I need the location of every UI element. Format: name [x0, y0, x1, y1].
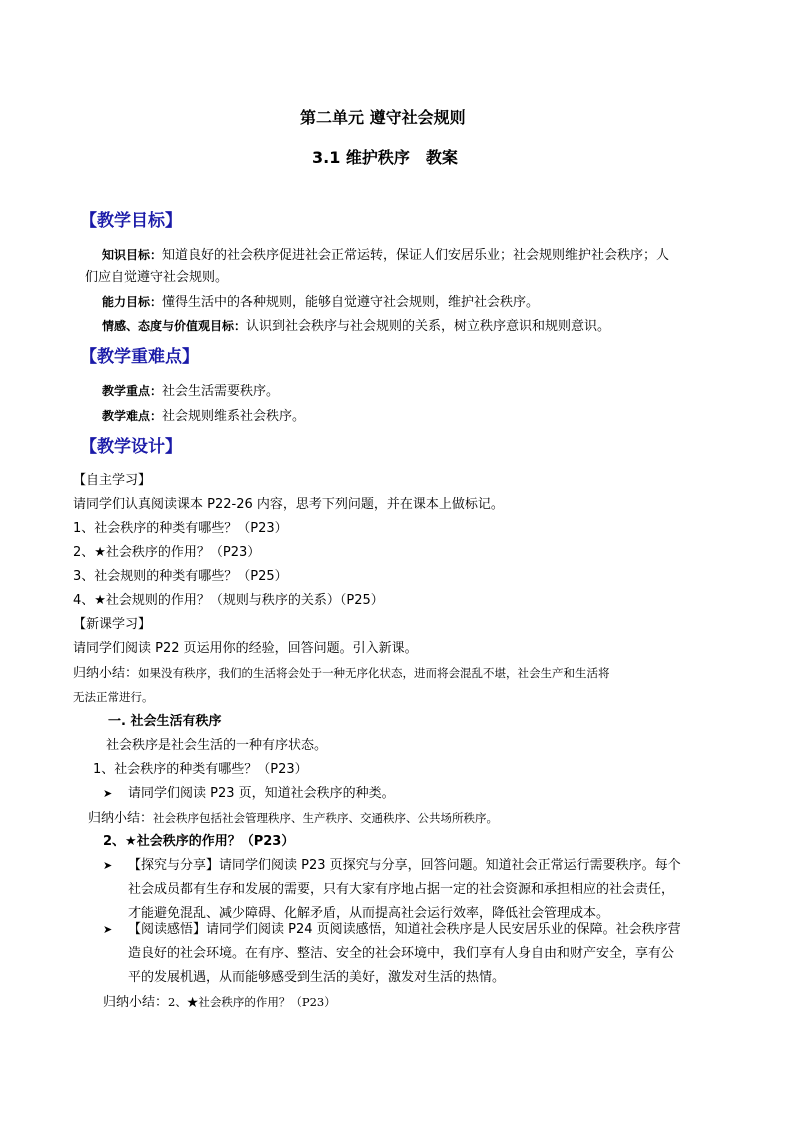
ability-text: 懂得生活中的各种规则，能够自觉遵守社会规则，维护社会秩序。: [162, 295, 540, 310]
difficulty-label: 教学难点：: [102, 409, 163, 423]
difficulty-text: 社会规则维系社会秩序。: [162, 409, 306, 424]
focus-text: 社会生活需要秩序。: [162, 384, 280, 399]
q1-summary: [88, 810, 498, 827]
q2-summary-label: 归纳小结：: [103, 995, 169, 1010]
arrowhead-bullet-icon: ➤: [103, 923, 113, 936]
part-one-title: 一. 社会生活有秩序: [108, 714, 222, 729]
q1-summary-text: 社会秩序包括社会管理秩序、生产秩序、交通秩序、公共场所秩序。: [153, 811, 499, 825]
question-item: 2、★社会秩序的作用？（P23）: [73, 545, 261, 560]
q2-bullet-explore: 【探究与分享】请同学们阅读 P23 页探究与分享，回答问题。知道社会正常运行需要秩序。每个: [128, 858, 681, 873]
knowledge-label: 知识目标：: [102, 248, 163, 262]
self-study-intro: 请同学们认真阅读课本 P22-26 内容，思考下列问题，并在课本上做标记。: [73, 497, 504, 512]
question-item: 1、社会秩序的种类有哪些？（P23）: [73, 521, 288, 536]
knowledge-text: 知道良好的社会秩序促进社会正常运转，保证人们安居乐业；社会规则维护社会秩序；人: [162, 248, 670, 263]
question-item: 4、★社会规则的作用？（规则与秩序的关系）（P25）: [73, 593, 384, 608]
q2-summary: [103, 994, 336, 1011]
q2-summary-text: 2、★社会秩序的作用？（P23）: [168, 995, 336, 1009]
lesson-title: 3.1 维护秩序 教案: [312, 148, 458, 167]
section-heading-design: 【教学设计】: [80, 437, 182, 457]
summary-text: 如果没有秩序，我们的生活将会处于一种无序化状态，进而将会混乱不堪，社会生产和生活将: [138, 666, 610, 680]
section-heading-objectives: 【教学目标】: [80, 211, 182, 231]
q2-bullet-reading-cont: 平的发展机遇，从而能够感受到生活的美好，激发对生活的热情。: [128, 970, 506, 985]
q2-bullet-reading-cont: 造良好的社会环境。在有序、整洁、安全的社会环境中，我们享有人身自由和财产安全，享有公: [128, 946, 675, 961]
intro-summary: [73, 665, 610, 682]
ability-label: 能力目标：: [102, 295, 163, 309]
q2-title: 2、★社会秩序的作用？（P23）: [103, 834, 295, 849]
intro-summary-cont: 无法正常进行。: [73, 690, 154, 704]
unit-title: 第二单元 遵守社会规则: [300, 108, 466, 127]
arrowhead-bullet-icon: ➤: [103, 787, 113, 800]
q2-bullet-explore-cont: 才能避免混乱、减少障碍、化解矛盾，从而提高社会运行效率，降低社会管理成本。: [128, 906, 610, 921]
emotion-label: 情感、态度与价值观目标：: [102, 319, 247, 333]
self-study-label: 【自主学习】: [73, 473, 152, 488]
summary-label: 归纳小结：: [73, 666, 139, 681]
new-lesson-label: 【新课学习】: [73, 617, 152, 632]
knowledge-objective-cont: 们应自觉遵守社会规则。: [85, 270, 229, 285]
teaching-focus: [102, 383, 279, 400]
emotion-text: 认识到社会秩序与社会规则的关系，树立秩序意识和规则意识。: [246, 319, 611, 334]
q1-bullet: 请同学们阅读 P23 页，知道社会秩序的种类。: [128, 786, 395, 801]
part-one-definition: 社会秩序是社会生活的一种有序状态。: [106, 738, 328, 753]
q2-bullet-reading: 【阅读感悟】请同学们阅读 P24 页阅读感悟，知道社会秩序是人民安居乐业的保障。社会秩序营: [128, 922, 681, 937]
q1-summary-label: 归纳小结：: [88, 811, 154, 826]
ability-objective: [102, 294, 539, 311]
q1-title: 1、社会秩序的种类有哪些？（P23）: [93, 762, 308, 777]
focus-label: 教学重点：: [102, 384, 163, 398]
new-lesson-intro: 请同学们阅读 P22 页运用你的经验，回答问题。引入新课。: [73, 641, 418, 656]
knowledge-objective: [102, 247, 669, 264]
emotion-objective: [102, 318, 610, 335]
teaching-difficulty: [102, 408, 305, 425]
section-heading-key-points: 【教学重难点】: [80, 347, 199, 367]
question-item: 3、社会规则的种类有哪些？（P25）: [73, 569, 288, 584]
q2-bullet-explore-cont: 社会成员都有生存和发展的需要，只有大家有序地占据一定的社会资源和承担相应的社会责任，: [128, 882, 675, 897]
arrowhead-bullet-icon: ➤: [103, 859, 113, 872]
